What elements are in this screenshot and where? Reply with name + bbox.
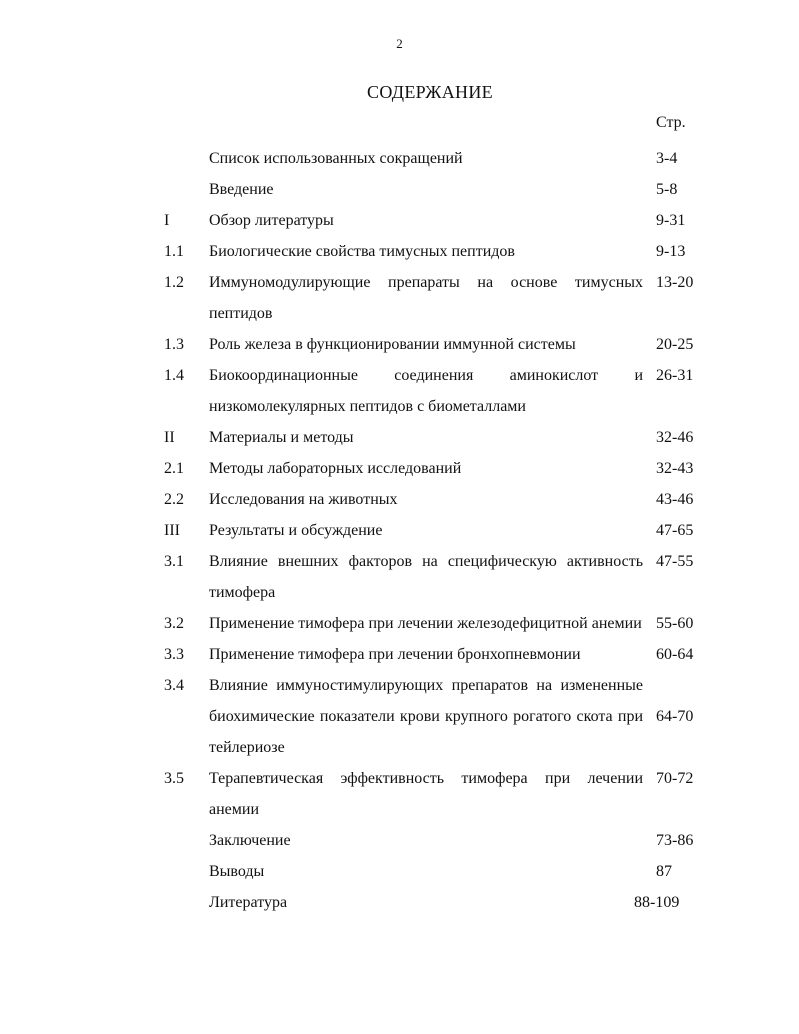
toc-entry-title: Применение тимофера при лечении бронхопневмонии [209, 646, 581, 663]
toc-entry [0, 825, 799, 856]
toc-entry [0, 422, 799, 453]
toc-entry [0, 236, 799, 267]
toc-entry-pages: 47-55 [656, 553, 694, 570]
toc-entry [0, 267, 799, 329]
toc-entry-number: II [164, 429, 175, 446]
toc-entry [0, 856, 799, 887]
toc-entry [0, 484, 799, 515]
page-column-header: Стр. [656, 114, 686, 131]
toc-entry-number: 3.1 [164, 553, 184, 570]
toc-entry [0, 453, 799, 484]
toc-entry-pages: 9-31 [656, 212, 686, 229]
toc-entry-pages: 9-13 [656, 243, 686, 260]
toc-entry-title: Литература [209, 894, 288, 911]
toc-entry-title: Обзор литературы [209, 212, 334, 229]
toc-entry-number: 2.2 [164, 491, 184, 508]
toc-entry [0, 608, 799, 639]
page-title: СОДЕРЖАНИЕ [367, 82, 493, 102]
toc-entry-title: Результаты и обсуждение [209, 522, 383, 539]
toc-entry-title: Биологические свойства тимусных пептидов [209, 243, 515, 260]
toc-entry-pages: 55-60 [656, 615, 694, 632]
toc-entry-title: Применение тимофера при лечении железодефицитной анемии [209, 615, 642, 632]
toc-entry [0, 174, 799, 205]
toc-entry-title: Биокоординационные соединения аминокислот и низкомолекулярных пептидов с биометаллами [209, 367, 643, 415]
toc-entry-title: Влияние иммуностимулирующих препаратов на измененные биохимические показатели крови крупного рогатого скота при тейлериозе [209, 677, 643, 756]
toc-entry-pages: 60-64 [656, 646, 694, 663]
toc-entry-number: 1.1 [164, 243, 184, 260]
toc-entry-title: Список использованных сокращений [209, 150, 463, 167]
toc-entry-title: Заключение [209, 832, 291, 849]
toc-entry [0, 763, 799, 825]
table-of-contents [0, 143, 799, 918]
toc-entry-number: 1.4 [164, 367, 184, 384]
toc-entry [0, 360, 799, 422]
toc-entry [0, 329, 799, 360]
toc-entry-pages: 3-4 [656, 150, 678, 167]
toc-entry-title: Роль железа в функционировании иммунной системы [209, 336, 576, 353]
toc-entry [0, 515, 799, 546]
toc-entry-pages: 5-8 [656, 181, 678, 198]
toc-entry-pages: 43-46 [656, 491, 694, 508]
toc-entry-title: Введение [209, 181, 274, 198]
toc-entry-pages: 73-86 [656, 832, 694, 849]
toc-entry [0, 670, 799, 763]
toc-entry [0, 143, 799, 174]
toc-entry-title: Иммуномодулирующие препараты на основе тимусных пептидов [209, 274, 643, 322]
toc-entry-pages: 26-31 [656, 367, 694, 384]
toc-entry [0, 205, 799, 236]
toc-entry-pages: 13-20 [656, 274, 694, 291]
toc-entry-pages: 64-70 [656, 708, 694, 725]
toc-entry-title: Методы лабораторных исследований [209, 460, 462, 477]
toc-entry-number: 1.2 [164, 274, 184, 291]
toc-entry [0, 546, 799, 608]
toc-entry-pages: 32-46 [656, 429, 694, 446]
toc-entry-title: Выводы [209, 863, 265, 880]
toc-entry-number: I [164, 212, 170, 229]
toc-entry-number: 3.2 [164, 615, 184, 632]
toc-entry-number: 3.4 [164, 677, 184, 694]
toc-entry-title: Влияние внешних факторов на специфическую активность тимофера [209, 553, 643, 601]
toc-entry-pages: 70-72 [656, 770, 694, 787]
toc-entry-title: Материалы и методы [209, 429, 354, 446]
toc-entry-title: Терапевтическая эффективность тимофера при лечении анемии [209, 770, 643, 818]
toc-entry [0, 887, 799, 918]
toc-entry-number: 1.3 [164, 336, 184, 353]
page-number: 2 [396, 36, 403, 51]
toc-entry-pages: 88-109 [634, 894, 680, 911]
toc-entry-number: 3.3 [164, 646, 184, 663]
toc-entry [0, 639, 799, 670]
toc-entry-number: 2.1 [164, 460, 184, 477]
toc-entry-pages: 87 [656, 863, 672, 880]
toc-entry-pages: 47-65 [656, 522, 694, 539]
toc-entry-number: III [164, 522, 180, 539]
toc-entry-title: Исследования на животных [209, 491, 398, 508]
toc-entry-pages: 32-43 [656, 460, 694, 477]
toc-entry-number: 3.5 [164, 770, 184, 787]
toc-entry-pages: 20-25 [656, 336, 694, 353]
